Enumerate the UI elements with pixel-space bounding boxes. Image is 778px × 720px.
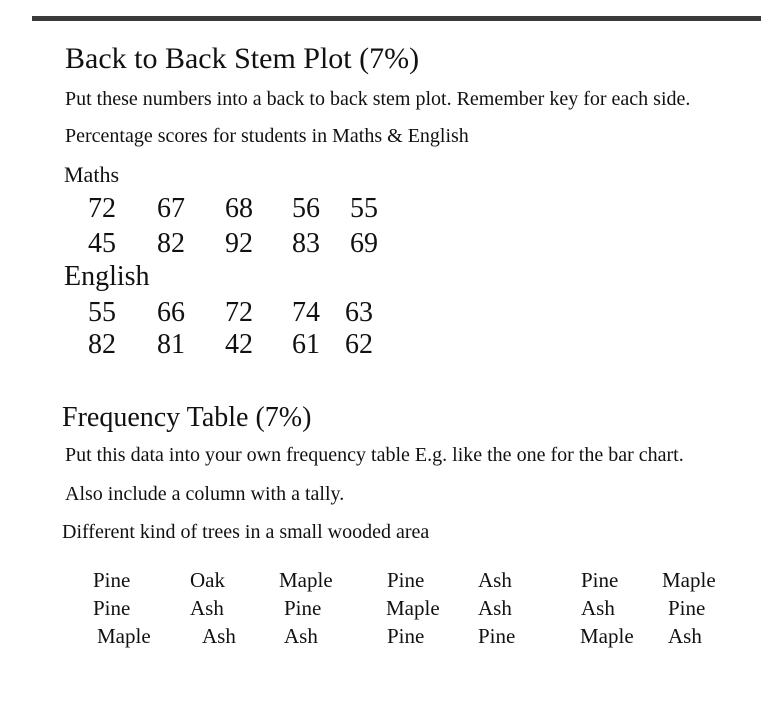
stem-plot-instruction: Put these numbers into a back to back stem plot. Remember key for each side. [65,88,691,110]
english-score: 66 [157,297,185,328]
frequency-table-instruction: Put this data into your own frequency table E.g. like the one for the bar chart. [65,444,684,466]
tree-entry: Pine [387,624,425,648]
maths-score: 83 [292,228,320,259]
maths-score: 72 [88,193,116,224]
tally-note: Also include a column with a tally. [65,483,345,505]
top-divider [32,16,761,21]
tree-entry: Ash [478,596,512,620]
tree-entry: Ash [190,596,224,620]
tree-entry: Pine [581,568,619,592]
maths-label: Maths [64,162,119,187]
tree-entry: Ash [668,624,702,648]
frequency-table-title: Frequency Table (7%) [62,402,312,433]
tree-entry: Pine [478,624,516,648]
english-score: 63 [345,297,373,328]
tree-entry: Ash [284,624,318,648]
tree-entry: Oak [190,568,225,592]
english-score: 82 [88,329,116,360]
maths-score: 92 [225,228,253,259]
english-score: 72 [225,297,253,328]
tree-entry: Maple [97,624,151,648]
english-label: English [64,261,150,292]
maths-score: 45 [88,228,116,259]
maths-score: 69 [350,228,378,259]
tree-entry: Pine [284,596,322,620]
tree-entry: Ash [478,568,512,592]
maths-score: 55 [350,193,378,224]
maths-score: 82 [157,228,185,259]
tree-entry: Pine [387,568,425,592]
tree-entry: Maple [580,624,634,648]
stem-plot-title: Back to Back Stem Plot (7%) [65,42,420,75]
tree-entry: Pine [93,596,131,620]
tree-entry: Maple [279,568,333,592]
tree-entry: Ash [581,596,615,620]
stem-plot-subtitle: Percentage scores for students in Maths & English [65,125,469,147]
tree-entry: Maple [662,568,716,592]
maths-score: 68 [225,193,253,224]
tree-entry: Pine [93,568,131,592]
tree-entry: Ash [202,624,236,648]
english-score: 61 [292,329,320,360]
english-score: 62 [345,329,373,360]
english-score: 42 [225,329,253,360]
maths-score: 67 [157,193,185,224]
english-score: 74 [292,297,320,328]
english-score: 81 [157,329,185,360]
tree-entry: Maple [386,596,440,620]
english-score: 55 [88,297,116,328]
trees-subtitle: Different kind of trees in a small wooded area [62,521,430,543]
tree-entry: Pine [668,596,706,620]
maths-score: 56 [292,193,320,224]
